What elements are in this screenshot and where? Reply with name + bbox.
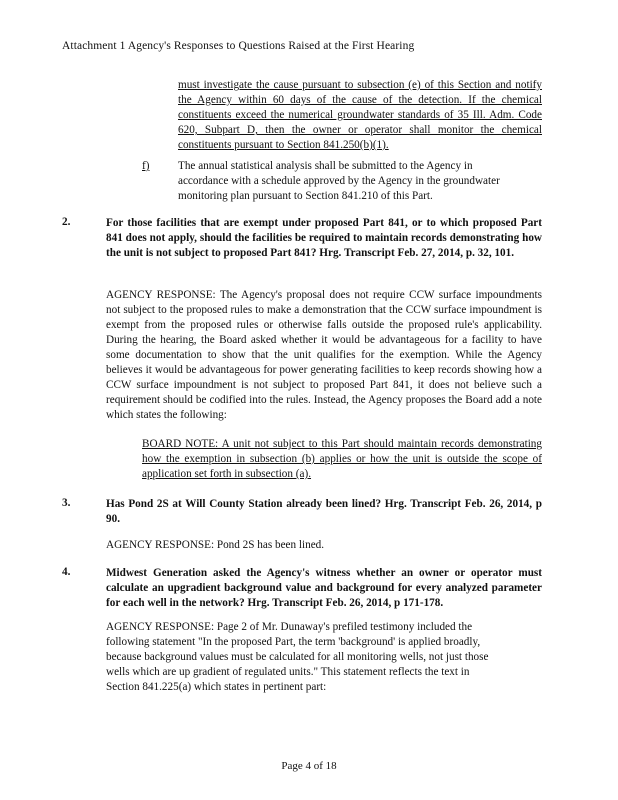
question-2-number: 2.: [62, 216, 71, 228]
question-3-text: Has Pond 2S at Will County Station already been lined? Hrg. Transcript Feb. 26, 2014, p 90.: [106, 498, 542, 525]
page-footer: Page 4 of 18: [281, 760, 337, 772]
question-2-text: For those facilities that are exempt under proposed Part 841, or to which proposed Part 841 does not apply, should the facilities be required to maintain records demonstrating how the unit is not subject to proposed Part 841? Hrg. Transcript Feb. 27, 2014, p. 32, 101.: [106, 217, 542, 259]
item-f-label: f): [142, 160, 150, 172]
question-3-response: AGENCY RESPONSE: Pond 2S has been lined.: [106, 539, 325, 551]
page-header: Attachment 1 Agency's Responses to Questions Raised at the First Hearing: [62, 40, 415, 52]
response-line: because background values must be calculated for all monitoring wells, not just those: [106, 651, 489, 663]
question-3-number: 3.: [62, 497, 71, 509]
response-line: wells which are up gradient of regulated units." This statement reflects the text in: [106, 666, 470, 678]
response-line: following statement "In the proposed Part, the term 'background' is applied broadly,: [106, 636, 481, 648]
question-2-response: AGENCY RESPONSE: The Agency's proposal does not require CCW surface impoundments not subject to the proposed rules to make a demonstration that the CCW surface impoundment is exempt from the proposed rules or otherwise falls outside the proposed rule's applicability. During the hearing, the Board asked whether it would be advantageous for a facility to have some documentation to show that the unit qualifies for the exemption. While the Agency believes it would be advantageous for power generating facilities to keep records showing how a CCW surface impoundment is not subject to proposed Part 841, it does not believe such a requirement should be codified into the rules. Instead, the Agency proposes the Board add a note which states the following:: [106, 289, 542, 421]
response-line: Section 841.225(a) which states in pertinent part:: [106, 681, 327, 693]
question-4-text: Midwest Generation asked the Agency's witness whether an owner or operator must calculate an upgradient background value and background for every analyzed parameter for each well in the network? Hrg. Transcript Feb. 26, 2014, p 171-178.: [106, 567, 542, 609]
question-4-response: [106, 620, 542, 695]
item-f-text: The annual statistical analysis shall be submitted to the Agency in accordance with a schedule approved by the Agency in the groundwater monitoring plan pursuant to Section 841.210 of this Part.: [178, 160, 500, 202]
intro-underlined-text: must investigate the cause pursuant to subsection (e) of this Section and notify the Agency within 60 days of the cause of the detection. If the chemical constituents exceed the numerical groundwater standards of 35 Ill. Adm. Code 620, Subpart D, then the owner or operator shall monitor the chemical constituents pursuant to Section 841.250(b)(1).: [178, 79, 542, 151]
board-note: BOARD NOTE: A unit not subject to this Part should maintain records demonstrating how the exemption in subsection (b) applies or how the unit is outside the scope of application set forth in subsection (a).: [142, 438, 542, 480]
question-4-number: 4.: [62, 566, 71, 578]
response-line: AGENCY RESPONSE: Page 2 of Mr. Dunaway's prefiled testimony included the: [106, 621, 473, 633]
